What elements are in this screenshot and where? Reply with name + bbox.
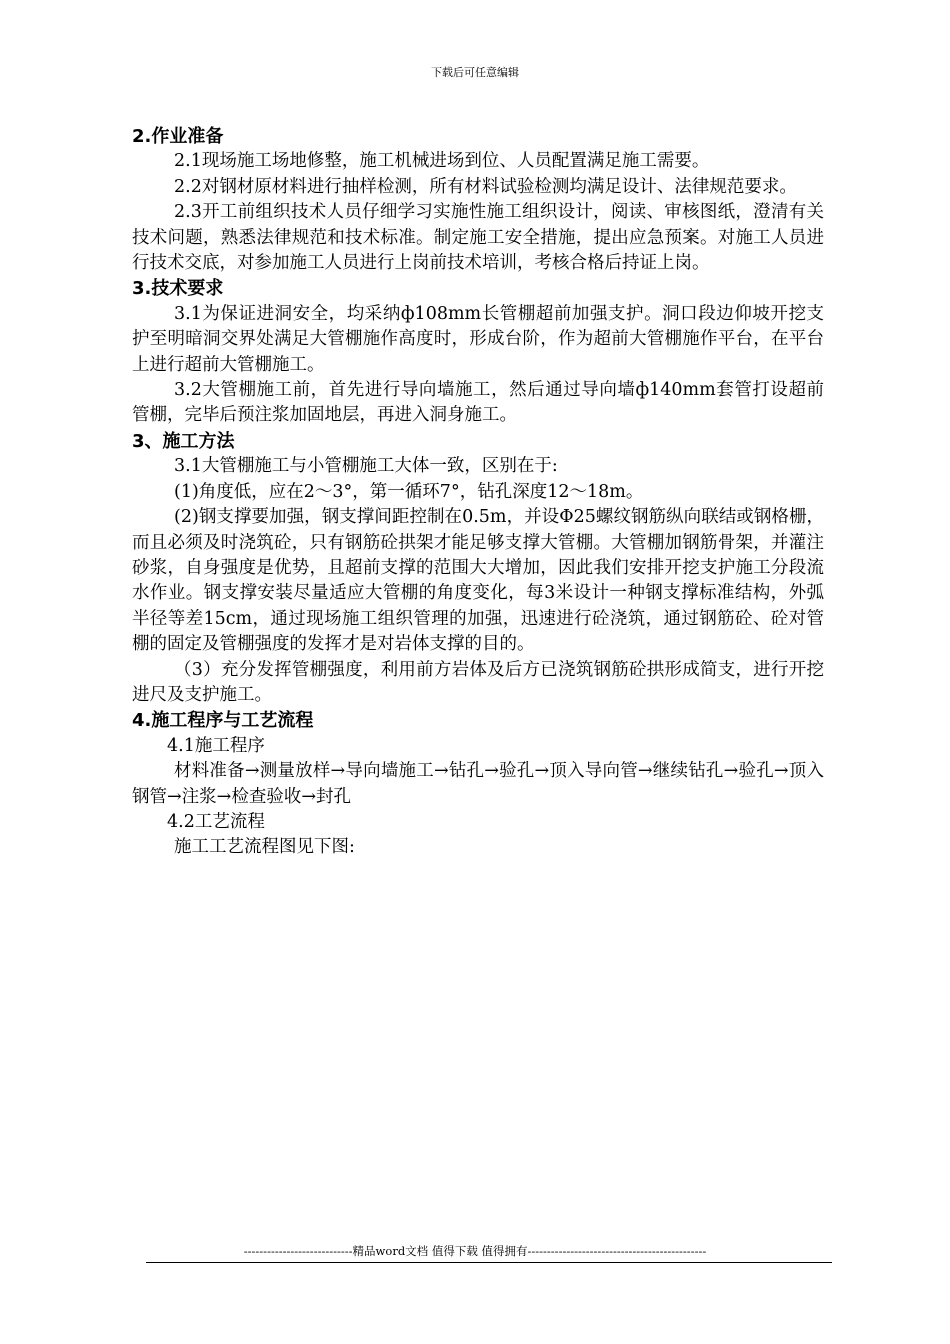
paragraph-3-1-method: 3.1大管棚施工与小管棚施工大体一致，区别在于: (174, 456, 558, 477)
paragraph-2-1: 2.1现场施工场地修整，施工机械进场到位、人员配置满足施工需要。 (174, 151, 710, 172)
section-heading-procedure: 4.施工程序与工艺流程 (132, 710, 314, 732)
paragraph-item-2: (2)钢支撑要加强，钢支撑间距控制在0.5m，并设Φ25螺纹钢筋纵向联结或钢格栅，而且必须及时浇筑砼，只有钢筋砼拱架才能足够支撑大管棚。大管棚加钢筋骨架，并灌注砂浆，自身强度是优势，且超前支撑的范围大大增加，因此我们安排开挖支护施工分段流水作业。钢支撑安装尽量适应大管棚的角度变化，每3米设计一种钢支撑标准结构，外弧半径等差15cm，通过现场施工组织管理的加强，迅速进行砼浇筑，通过钢筋砼、砼对管棚的固定及管棚强度的发挥才是对岩体支撑的目的。 (132, 507, 824, 655)
paragraph-flowchart-note: 施工工艺流程图见下图: (174, 837, 355, 858)
footer-divider (146, 1262, 832, 1263)
section-heading-construction-method: 3、施工方法 (132, 430, 235, 452)
paragraph-3-1-tech: 3.1为保证进洞安全，均采纳ф108mm长管棚超前加强支护。洞口段边仰坡开挖支护至明暗洞交界处满足大管棚施作高度时，形成台阶，作为超前大管棚施作平台，在平台上进行超前大管棚施工。 (132, 303, 824, 375)
paragraph-procedure-steps: 材料准备→测量放样→导向墙施工→钻孔→验孔→顶入导向管→继续钻孔→验孔→顶入钢管→注浆→检查验收→封孔 (132, 761, 824, 807)
page-footer: ----------------------------精品word文档 值得下载 值得拥有---------------------------------------------- (243, 1244, 707, 1258)
paragraph-4-1-title: 4.1施工程序 (167, 735, 265, 756)
paragraph-2-2: 2.2对钢材原材料进行抽样检测，所有材料试验检测均满足设计、法律规范要求。 (174, 176, 797, 197)
paragraph-2-3: 2.3开工前组织技术人员仔细学习实施性施工组织设计，阅读、审核图纸，澄清有关技术问题，熟悉法律规范和技术标准。制定施工安全措施，提出应急预案。对施工人员进行技术交底，对参加施工人员进行上岗前技术培训，考核合格后持证上岗。 (132, 202, 824, 274)
paragraph-3-2-tech: 3.2大管棚施工前，首先进行导向墙施工，然后通过导向墙ф140mm套管打设超前管棚，完毕后预注浆加固地层，再进入洞身施工。 (132, 380, 824, 426)
paragraph-item-1: (1)角度低，应在2～3°，第一循环7°，钻孔深度12～18m。 (174, 481, 644, 502)
page-header: 下载后可任意编辑 (431, 66, 519, 79)
document-body (132, 124, 824, 861)
paragraph-4-2-title: 4.2工艺流程 (167, 811, 265, 832)
section-heading-work-prep: 2.作业准备 (132, 126, 224, 147)
paragraph-item-3: （3）充分发挥管棚强度，利用前方岩体及后方已浇筑钢筋砼拱形成简支，进行开挖进尺及支护施工。 (132, 659, 824, 705)
section-heading-tech-requirements: 3.技术要求 (132, 278, 224, 300)
